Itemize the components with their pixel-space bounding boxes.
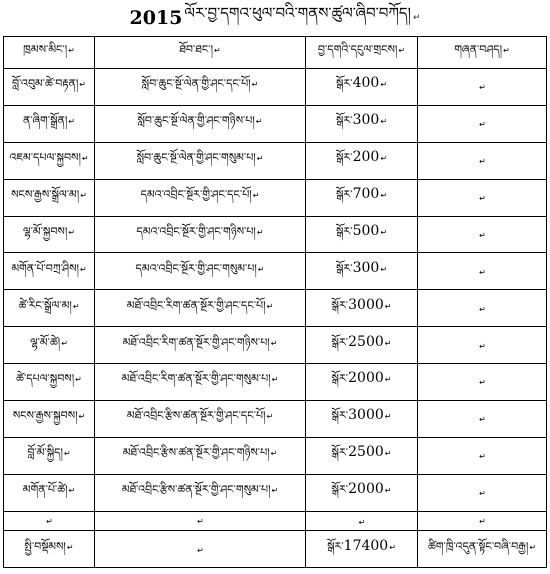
total-label <box>4 531 95 568</box>
cell-end-mark: ↵ <box>252 191 260 201</box>
table-row <box>4 327 547 364</box>
cell-amount <box>306 105 418 142</box>
header-amount: བྱ་དགའི་དངུལ་གྲངས།↵ <box>306 37 418 69</box>
cell-end-mark: ↵ <box>63 449 71 459</box>
cell-end-mark: ↵ <box>68 227 75 237</box>
cell-title <box>95 142 306 179</box>
cell-end-mark: ↵ <box>257 264 265 274</box>
table-row <box>4 474 547 511</box>
cell-title <box>95 474 306 511</box>
cell-amount <box>306 216 418 253</box>
title-text: སློབ་ཆུང་སྔོ་ལེན་གྱི་ཤང་གསུམ་པ། <box>136 151 256 165</box>
cell-end-mark: ↵ <box>479 120 486 130</box>
paragraph-mark-icon: ↵ <box>412 13 421 23</box>
title-text: མཐོ་འབྲིང་རིག་ཚན་སྔོར་གྱི་ཤང་གསུམ་པ། <box>121 372 271 386</box>
cell-end-mark: ↵ <box>384 412 392 422</box>
cell-note <box>418 290 547 327</box>
amount-value: 300 <box>352 259 380 276</box>
cell-amount <box>306 142 418 179</box>
table-row <box>4 400 547 437</box>
table-row <box>4 437 547 474</box>
table-row <box>4 290 547 327</box>
cell-end-mark: ↵ <box>380 117 388 127</box>
cell-title <box>95 69 306 106</box>
cell-end-mark: ↵ <box>384 486 392 496</box>
name-text: ལྷ་མོ་ཚེ། <box>30 335 61 349</box>
cell-end-mark: ↵ <box>479 517 486 527</box>
cell-note <box>418 253 547 290</box>
amount-prefix: སྒོར་ <box>335 224 353 238</box>
cell-end-mark: ↵ <box>271 375 279 385</box>
header-title: ཐོབ་ཐང་།↵ <box>95 37 306 69</box>
cell-end-mark: ↵ <box>68 117 75 127</box>
cell-end-mark: ↵ <box>80 191 87 201</box>
cell-title <box>95 216 306 253</box>
cell-end-mark: ↵ <box>266 301 274 311</box>
cell-name <box>4 142 95 179</box>
title-text: མཐོ་འབྲིང་རིག་ཚན་སྔོར་གྱི་ཤང་གཉིས་པ། <box>122 335 270 349</box>
cell-end-mark: ↵ <box>479 83 486 93</box>
name-text: ཚེ་དཔལ་སྐྱབས། <box>16 372 75 386</box>
name-text: ལྷ་མོ་སྐྱབས། <box>23 224 68 238</box>
amount-prefix: སྒོར་ <box>335 261 353 275</box>
cell-note <box>418 400 547 437</box>
table-row <box>4 511 547 531</box>
total-amount <box>306 531 418 568</box>
amount-value: 2500 <box>348 444 384 461</box>
cell-end-mark: ↵ <box>384 338 392 348</box>
cell-end-mark: ↵ <box>479 304 486 314</box>
title-text: མཐོ་འབྲིང་རྩིས་ཚན་སྔོར་གྱི་ཤང་དང་པོ། <box>126 409 266 423</box>
cell-end-mark: ↵ <box>479 341 486 351</box>
cell-end-mark: ↵ <box>270 338 278 348</box>
cell-end-mark: ↵ <box>79 264 87 274</box>
cell-end-mark: ↵ <box>479 489 486 499</box>
cell-name <box>4 290 95 327</box>
award-table <box>3 36 547 568</box>
cell-title <box>95 105 306 142</box>
name-text: བློ་མོ་སྐྱིད། <box>27 446 63 460</box>
title-text: སློབ་ཆུང་སྔོ་ལེན་གྱི་ཤང་དང་པོ། <box>141 77 251 91</box>
cell-end-mark: ↵ <box>255 117 263 127</box>
amount-prefix: སྒོར་ <box>335 151 353 165</box>
cell-end-mark: ↵ <box>72 301 80 311</box>
name-text: ཚེ་རིང་སྒྲོལ་མ། <box>18 298 72 312</box>
cell-name <box>4 179 95 216</box>
cell-end-mark: ↵ <box>479 267 486 277</box>
cell-end-mark: ↵ <box>256 154 264 164</box>
cell-title <box>95 437 306 474</box>
cell-note <box>418 327 547 364</box>
table-row <box>4 105 547 142</box>
cell-note <box>418 216 547 253</box>
cell-end-mark: ↵ <box>479 194 486 204</box>
cell-end-mark: ↵ <box>79 80 86 90</box>
cell-end-mark: ↵ <box>197 517 204 527</box>
cell-end-mark: ↵ <box>384 301 392 311</box>
cell-end-mark: ↵ <box>256 227 264 237</box>
cell-end-mark: ↵ <box>479 378 486 388</box>
name-text: འཇམ་དཔལ་སྐྱབས། <box>9 151 81 165</box>
cell-amount <box>306 69 418 106</box>
cell-end-mark: ↵ <box>479 230 486 240</box>
cell-amount <box>306 437 418 474</box>
table-row <box>4 69 547 106</box>
cell-name <box>4 253 95 290</box>
name-text: སངས་རྒྱས་སྐྱབས། <box>12 409 78 423</box>
header-note: གཞན་བཤད།↵ <box>418 37 547 69</box>
cell-name <box>4 105 95 142</box>
title-year: 2015 <box>129 7 183 29</box>
amount-value: 400 <box>352 75 380 92</box>
table-body <box>4 69 547 568</box>
cell-end-mark: ↵ <box>479 415 486 425</box>
cell-amount <box>306 253 418 290</box>
name-text: མགོན་པོ་བཀྲ་ཤིས། <box>11 261 79 275</box>
cell-name <box>4 474 95 511</box>
cell-note <box>418 179 547 216</box>
cell-end-mark: ↵ <box>66 542 74 552</box>
cell-name <box>4 216 95 253</box>
total-label-text: སྤྱི་བསྡོམས། <box>24 539 66 553</box>
title-text: དམའ་འབྲིང་སྔོར་གྱི་ཤང་གཉིས་པ། <box>136 224 256 238</box>
title-text: མཐོ་འབྲིང་རྩིས་ཚན་སྔོར་གྱི་ཤང་གཉིས་པ། <box>122 446 270 460</box>
cell-title <box>95 364 306 401</box>
cell-amount <box>306 511 418 531</box>
name-text: བློ་འབུམ་ཚེ་བརྟན། <box>12 77 79 91</box>
amount-prefix: སྒོར་ <box>335 114 353 128</box>
title-text: སློབ་ཆུང་སྔོ་ལེན་གྱི་ཤང་གཉིས་པ། <box>137 114 255 128</box>
cell-end-mark: ↵ <box>81 154 89 164</box>
amount-value: 3000 <box>348 296 384 313</box>
amount-prefix: སྒོར་ <box>331 483 349 497</box>
cell-note <box>418 105 547 142</box>
cell-note <box>418 474 547 511</box>
cell-end-mark: ↵ <box>529 542 537 552</box>
cell-end-mark: ↵ <box>384 375 392 385</box>
table-header-row <box>4 37 547 69</box>
cell-end-mark: ↵ <box>214 46 221 55</box>
cell-end-mark: ↵ <box>46 517 53 527</box>
cell-amount <box>306 400 418 437</box>
cell-name <box>4 69 95 106</box>
amount-value: 2000 <box>348 370 384 387</box>
cell-title <box>95 327 306 364</box>
cell-end-mark: ↵ <box>271 486 279 496</box>
total-title <box>95 531 306 568</box>
cell-note <box>418 142 547 179</box>
title-text: མཐོ་འབྲིང་རྩིས་ཚན་སྔོར་གྱི་ཤང་གསུམ་པ། <box>121 483 271 497</box>
cell-end-mark: ↵ <box>503 46 510 55</box>
amount-prefix: སྒོར་ <box>335 77 353 91</box>
cell-end-mark: ↵ <box>479 157 486 167</box>
cell-end-mark: ↵ <box>75 375 82 385</box>
amount-prefix: སྒོར་ <box>331 372 349 386</box>
cell-amount <box>306 290 418 327</box>
total-note-text: ཚིག་ཁྲི་འདུན་སྟོང་བཞི་བརྒྱ། <box>427 539 529 553</box>
amount-value: 2500 <box>348 333 384 350</box>
cell-name <box>4 400 95 437</box>
cell-end-mark: ↵ <box>384 449 392 459</box>
cell-amount <box>306 474 418 511</box>
total-note <box>418 531 547 568</box>
cell-note <box>418 437 547 474</box>
cell-title <box>95 290 306 327</box>
cell-note <box>418 364 547 401</box>
title-text: ལོར་བྱ་དགའ་ཕུལ་བའི་གནས་ཚུལ་ཞིབ་བཀོད། <box>184 4 411 22</box>
name-text: སངས་རྒྱས་སྒྲོལ་མ། <box>11 188 80 202</box>
cell-amount <box>306 179 418 216</box>
amount-value: 2000 <box>348 481 384 498</box>
cell-end-mark: ↵ <box>380 264 388 274</box>
cell-title <box>95 400 306 437</box>
cell-end-mark: ↵ <box>78 412 86 422</box>
cell-amount <box>306 364 418 401</box>
cell-end-mark: ↵ <box>380 80 388 90</box>
amount-prefix: སྒོར་ <box>331 409 349 423</box>
cell-end-mark: ↵ <box>197 545 204 555</box>
cell-end-mark: ↵ <box>398 46 406 55</box>
table-row <box>4 179 547 216</box>
title-text: མཐོ་འབྲིང་རིག་ཚན་སྔོར་གྱི་ཤང་དང་པོ། <box>126 298 266 312</box>
amount-prefix: སྒོར་ <box>335 188 353 202</box>
cell-end-mark: ↵ <box>68 486 76 496</box>
amount-value: 300 <box>352 112 380 129</box>
total-amount-prefix: སྒོར་ <box>327 539 344 553</box>
cell-end-mark: ↵ <box>266 412 274 422</box>
amount-prefix: སྒོར་ <box>331 446 349 460</box>
amount-prefix: སྒོར་ <box>331 298 349 312</box>
title-text: དམའ་འབྲིང་སྔོར་གྱི་ཤང་དང་པོ། <box>140 188 252 202</box>
cell-note <box>418 69 547 106</box>
total-amount-value: 17400 <box>343 537 389 554</box>
name-text: མགོན་པོ་ཚེ། <box>22 483 68 497</box>
cell-end-mark: ↵ <box>389 542 396 552</box>
cell-end-mark: ↵ <box>380 227 388 237</box>
cell-name <box>4 327 95 364</box>
cell-end-mark: ↵ <box>479 452 486 462</box>
amount-prefix: སྒོར་ <box>331 335 349 349</box>
cell-title <box>95 511 306 531</box>
cell-end-mark: ↵ <box>358 517 366 527</box>
amount-value: 700 <box>352 186 380 203</box>
document-title <box>0 2 550 34</box>
table-row <box>4 142 547 179</box>
title-text: དམའ་འབྲིང་སྔོར་གྱི་ཤང་གསུམ་པ། <box>135 261 257 275</box>
cell-note <box>418 511 547 531</box>
cell-name <box>4 364 95 401</box>
cell-end-mark: ↵ <box>68 46 75 55</box>
name-text: ན་ཞིག་སྒྲོན། <box>23 114 68 128</box>
cell-amount <box>306 327 418 364</box>
cell-title <box>95 253 306 290</box>
amount-value: 200 <box>352 149 380 166</box>
cell-name <box>4 511 95 531</box>
cell-end-mark: ↵ <box>270 449 278 459</box>
table-row <box>4 253 547 290</box>
cell-end-mark: ↵ <box>61 338 68 348</box>
header-name: ཁྲམས་མིང་།↵ <box>4 37 95 69</box>
cell-end-mark: ↵ <box>251 80 259 90</box>
table-total-row <box>4 531 547 568</box>
cell-end-mark: ↵ <box>380 154 388 164</box>
amount-value: 500 <box>352 222 380 239</box>
cell-name <box>4 437 95 474</box>
table-row <box>4 216 547 253</box>
cell-end-mark: ↵ <box>380 191 388 201</box>
cell-title <box>95 179 306 216</box>
table-row <box>4 364 547 401</box>
amount-value: 3000 <box>348 407 384 424</box>
